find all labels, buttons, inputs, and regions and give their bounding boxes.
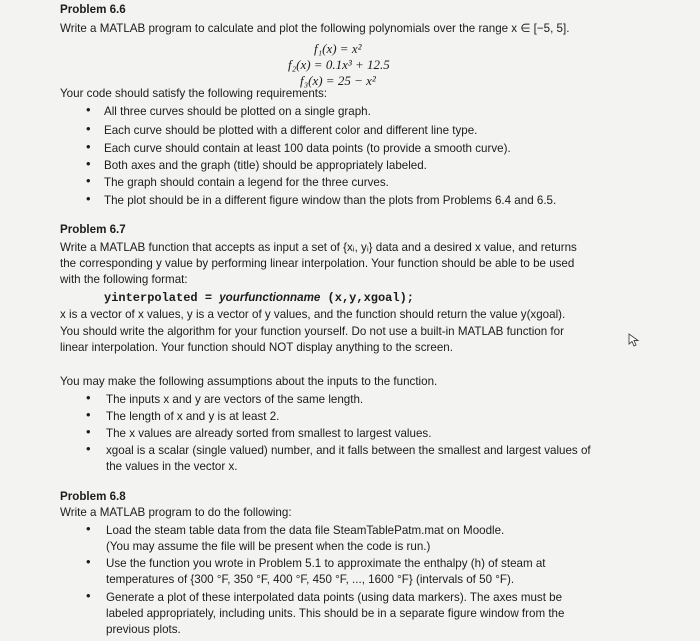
code-output-var: yinterpolated = xyxy=(104,291,220,305)
p67-para-line-2: the corresponding y value by performing linear interpolation. Your function should be able to be used xyxy=(60,257,575,270)
equation-f1: f₁(x) = x² xyxy=(314,41,362,56)
bullet-dot: • xyxy=(86,554,91,569)
bullet-dot: • xyxy=(86,588,91,603)
p67-para2-line-2: You should write the algorithm for your function yourself. Do not use a built-in MATLAB function for xyxy=(60,325,564,338)
p66-intro: Write a MATLAB program to calculate and plot the following polynomials over the range x ∈ [−5, 5]. xyxy=(60,22,570,35)
bullet-dot: • xyxy=(86,173,91,188)
p68-bullet-1-line-2: (You may assume the file will be present when the code is run.) xyxy=(106,540,431,553)
p67-assume-intro: You may make the following assumptions about the inputs to the function. xyxy=(60,375,438,388)
p67-para2-line-1: x is a vector of x values, y is a vector of y values, and the function should return the value y(xgoal). xyxy=(60,308,566,321)
p66-bullet-5: The graph should contain a legend for the three curves. xyxy=(104,176,389,189)
bullet-dot: • xyxy=(86,424,91,439)
bullet-dot: • xyxy=(86,139,91,154)
equation-f3: f₃(x) = 25 − x² xyxy=(300,73,376,88)
bullet-dot: • xyxy=(86,390,91,405)
bullet-dot: • xyxy=(86,191,91,206)
p67-bullet-4-cont: the values in the vector x. xyxy=(106,460,238,473)
p67-bullet-2: The length of x and y is at least 2. xyxy=(106,410,280,423)
p67-bullet-1: The inputs x and y are vectors of the same length. xyxy=(106,393,364,406)
p67-para2-line-3: linear interpolation. Your function should NOT display anything to the screen. xyxy=(60,341,453,354)
p68-bullet-2-line-2: temperatures of {300 °F, 350 °F, 400 °F, 450 °F, ..., 1600 °F} (intervals of 50 °F). xyxy=(106,573,515,586)
p68-bullet-3-line-3: previous plots. xyxy=(106,623,181,636)
bullet-dot: • xyxy=(86,521,91,536)
p66-title: Problem 6.6 xyxy=(60,3,126,16)
code-function-name: yourfunctionname xyxy=(219,291,321,304)
p66-bullet-2: Each curve should be plotted with a different color and different line type. xyxy=(104,124,478,137)
equation-f2: f₂(x) = 0.1x³ + 12.5 xyxy=(288,57,390,72)
code-arguments: (x,y,xgoal); xyxy=(320,291,414,305)
p67-para-line-1: Write a MATLAB function that accepts as input a set of {xᵢ, yᵢ} data and a desired x value, and returns xyxy=(60,241,577,254)
code-format-line xyxy=(104,290,414,306)
p68-bullet-2-line-1: Use the function you wrote in Problem 5.1 to approximate the enthalpy (h) of steam at xyxy=(106,557,546,570)
p66-bullet-3: Each curve should contain at least 100 data points (to provide a smooth curve). xyxy=(104,142,511,155)
p66-bullet-6: The plot should be in a different figure window than the plots from Problems 6.4 and 6.5. xyxy=(104,194,557,207)
bullet-dot: • xyxy=(86,407,91,422)
bullet-dot: • xyxy=(86,121,91,136)
p68-bullet-3-line-1: Generate a plot of these interpolated data points (using data markers). The axes must be xyxy=(106,591,563,604)
p66-bullet-1: All three curves should be plotted on a single graph. xyxy=(104,105,371,118)
p67-title: Problem 6.7 xyxy=(60,223,126,236)
p67-bullet-3: The x values are already sorted from smallest to largest values. xyxy=(106,427,432,440)
bullet-dot: • xyxy=(86,156,91,171)
mouse-pointer-icon xyxy=(627,333,641,347)
p66-req-intro: Your code should satisfy the following requirements: xyxy=(60,87,328,100)
p67-para-line-3: with the following format: xyxy=(60,273,188,286)
p68-title: Problem 6.8 xyxy=(60,490,126,503)
p68-intro: Write a MATLAB program to do the following: xyxy=(60,506,292,519)
bullet-dot: • xyxy=(86,441,91,456)
bullet-dot: • xyxy=(86,102,91,117)
p67-bullet-4: xgoal is a scalar (single valued) number, and it falls between the smallest and largest values of xyxy=(106,444,591,457)
p68-bullet-3-line-2: labeled appropriately, including units. This should be in a separate figure window from the xyxy=(106,607,565,620)
p68-bullet-1-line-1: Load the steam table data from the data file SteamTablePatm.mat on Moodle. xyxy=(106,524,505,537)
p66-bullet-4: Both axes and the graph (title) should be appropriately labeled. xyxy=(104,159,427,172)
